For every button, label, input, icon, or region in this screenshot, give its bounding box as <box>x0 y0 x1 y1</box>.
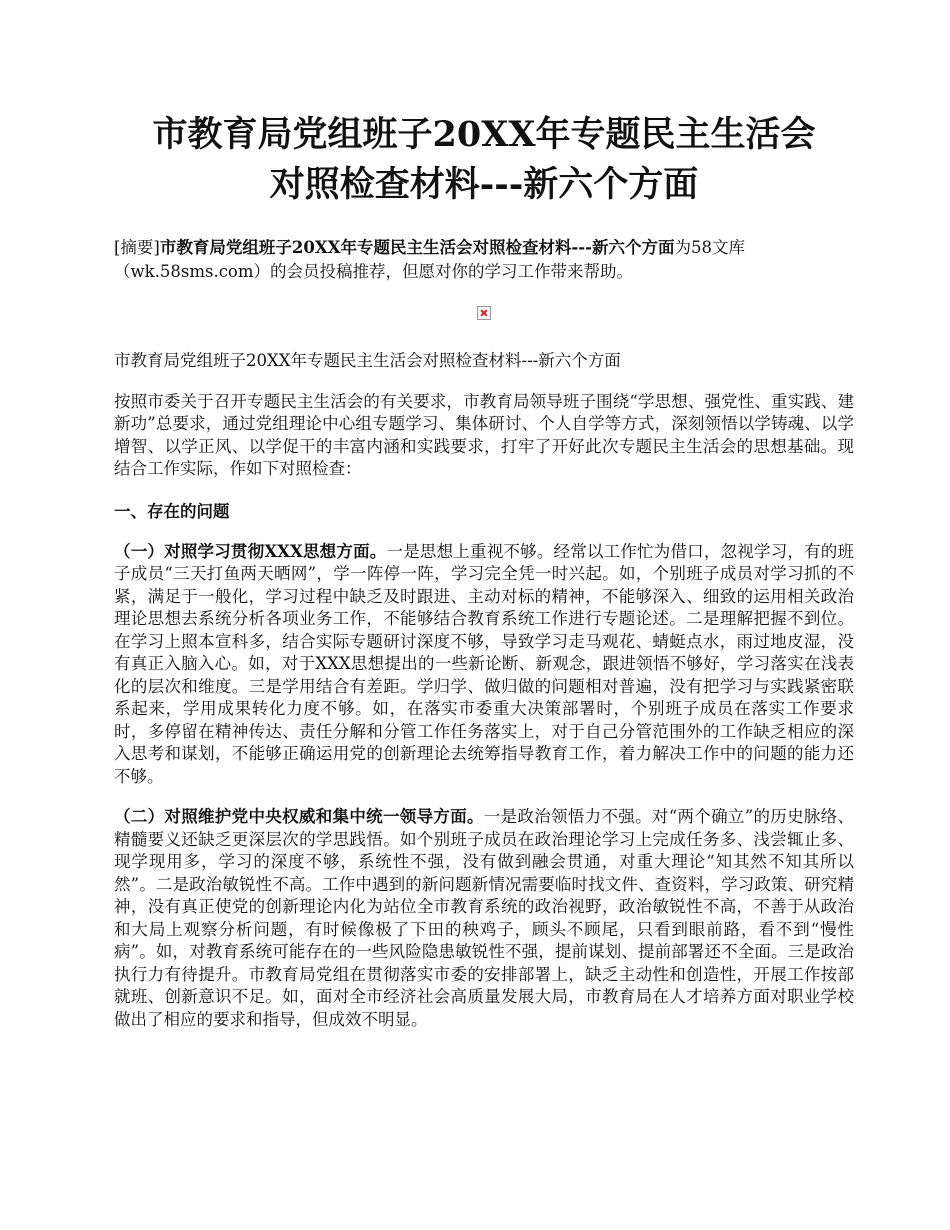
item-1-body: 一是思想上重视不够。经常以工作忙为借口，忽视学习，有的班子成员“三天打鱼两天晒网”，学一阵停一阵，学习完全凭一时兴起。如，个别班子成员对学习抓的不紧，满足于一般化，学习过程中缺乏及时跟进、主动对标的精神，不能够深入、细致的运用相关政治理论思想去系统分析各项业务工作，不能够结合教育系统工作进行专题论述。二是理解把握不到位。在学习上照本宣科多，结合实际专题研讨深度不够，导致学习走马观花、蜻蜓点水，雨过地皮湿，没有真正入脑入心。如，对于XXX思想提出的一些新论断、新观念，跟进领悟不够好，学习落实在浅表化的层次和维度。三是学用结合有差距。学归学、做归做的问题相对普遍，没有把学习与实践紧密联系起来，学用成果转化力度不够。如，在落实市委重大决策部署时，个别班子成员在落实工作要求时，多停留在精神传达、责任分解和分管工作任务落实上，对于自己分管范围外的工作缺乏相应的深入思考和谋划，不能够正确运用党的创新理论去统筹指导教育工作，着力解决工作中的问题的能力还不够。 <box>114 541 855 786</box>
broken-image-icon <box>477 306 491 320</box>
title-line-1: 市教育局党组班子20XX年专题民主生活会 <box>152 114 816 155</box>
summary <box>114 236 854 284</box>
section-item-2 <box>114 806 854 1031</box>
summary-prefix: [摘要] <box>114 238 160 257</box>
section-item-1 <box>114 541 854 789</box>
summary-suffix: 为58文库（wk.58sms.com）的会员投稿推荐，但愿对你的学习工作带来帮助。 <box>114 238 745 281</box>
intro-paragraph: 按照市委关于召开专题民主生活会的有关要求，市教育局领导班子围绕“学思想、强党性、重实践、建新功”总要求，通过党组理论中心组专题学习、集体研讨、个人自学等方式，深刻领悟以学铸魂、以学增智、以学正风、以学促干的丰富内涵和实践要求，打牢了开好此次专题民主生活会的思想基础。现结合工作实际，作如下对照检查： <box>114 391 854 478</box>
item-2-lead: （二）对照维护党中央权威和集中统一领导方面。 <box>114 807 484 826</box>
section-heading: 一、存在的问题 <box>114 501 230 521</box>
item-2-body: 一是政治领悟力不强。对“两个确立”的历史脉络、精髓要义还缺乏更深层次的学思践悟。如个别班子成员在政治理论学习上完成任务多、浅尝辄止多、现学现用多，学习的深度不够，系统性不强，没有做到融会贯通，对重大理论“知其然不知其所以然”。二是政治敏锐性不高。工作中遇到的新问题新情况需要临时找文件、查资料，学习政策、研究精神，没有真正使党的创新理论内化为站位全市教育系统的政治视野，政治敏锐性不高，不善于从政治和大局上观察分析问题，有时候像极了下田的秧鸡子，顾头不顾尾，只看到眼前路，看不到“慢性病”。如，对教育系统可能存在的一些风险隐患敏锐性不强，提前谋划、提前部署还不全面。三是政治执行力有待提升。市教育局党组在贯彻落实市委的安排部署上，缺乏主动性和创造性，开展工作按部就班、创新意识不足。如，面对全市经济社会高质量发展大局，市教育局在人才培养方面对职业学校做出了相应的要求和指导，但成效不明显。 <box>114 807 854 1029</box>
document-page <box>114 110 854 1031</box>
title-line-2: 对照检查材料---新六个方面 <box>269 164 699 205</box>
summary-bold-title: 市教育局党组班子20XX年专题民主生活会对照检查材料---新六个方面 <box>159 238 675 257</box>
document-title <box>119 110 849 210</box>
document-subtitle: 市教育局党组班子20XX年专题民主生活会对照检查材料---新六个方面 <box>114 351 621 370</box>
image-placeholder <box>114 302 854 326</box>
item-1-lead: （一）对照学习贯彻XXX思想方面。 <box>114 541 387 561</box>
